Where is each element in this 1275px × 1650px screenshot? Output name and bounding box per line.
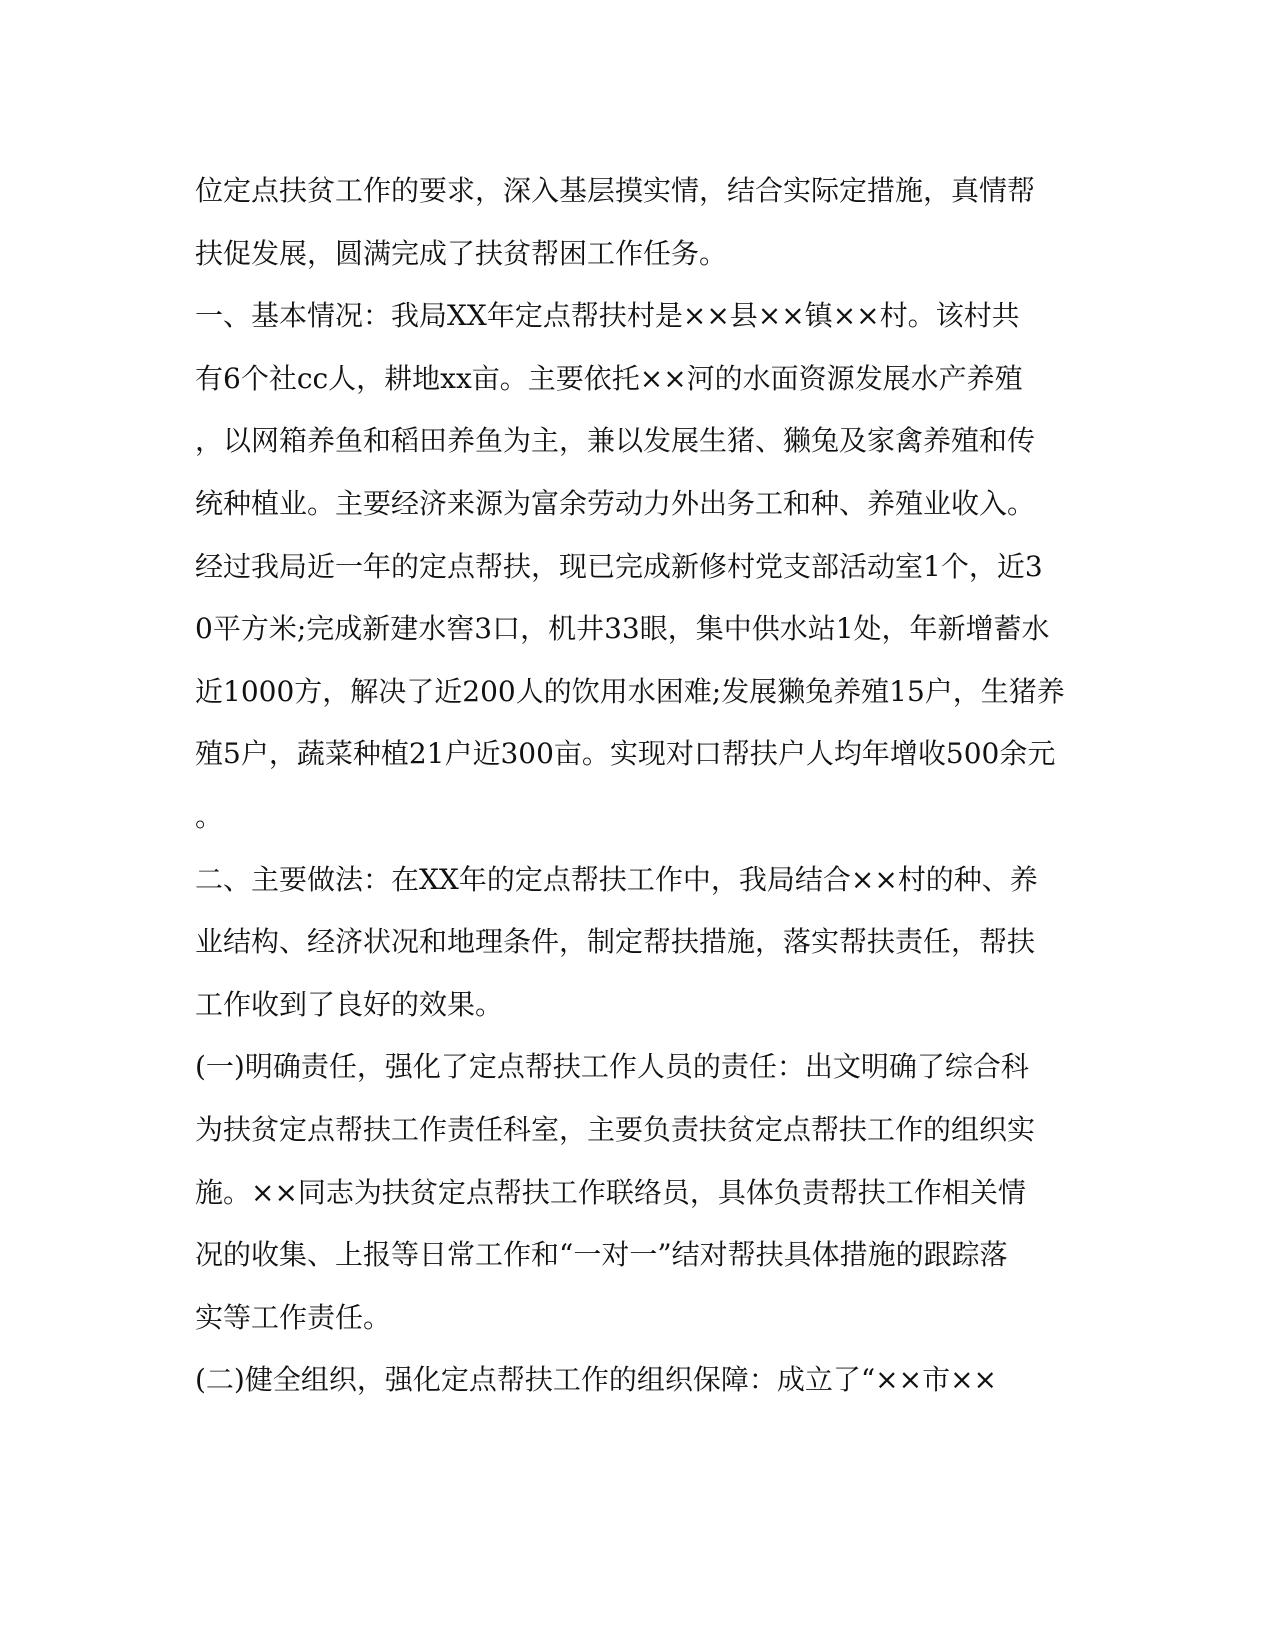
text-line: ，以网箱养鱼和稻田养鱼为主，兼以发展生猪、獭兔及家禽养殖和传 bbox=[195, 424, 1036, 458]
text-line: 经过我局近一年的定点帮扶，现已完成新修村党支部活动室1个，近3 bbox=[195, 549, 1043, 583]
text-line: (一)明确责任，强化了定点帮扶工作人员的责任：出文明确了综合科 bbox=[195, 1050, 1029, 1084]
text-line: 0平方米;完成新建水窖3口，机井33眼，集中供水站1处，年新增蓄水 bbox=[195, 612, 1050, 646]
text-line: 近1000方，解决了近200人的饮用水困难;发展獭兔养殖15户，生猪养 bbox=[195, 674, 1065, 708]
text-line: 有6个社cc人，耕地xx亩。主要依托××河的水面资源发展水产养殖 bbox=[195, 361, 1023, 395]
text-line: 。 bbox=[195, 799, 224, 833]
body-text bbox=[195, 160, 1075, 1412]
text-line: 施。××同志为扶贫定点帮扶工作联络员，具体负责帮扶工作相关情 bbox=[195, 1175, 1026, 1209]
text-line: 扶促发展，圆满完成了扶贫帮困工作任务。 bbox=[195, 236, 728, 270]
text-line: 殖5户，蔬菜种植21户近300亩。实现对口帮扶户人均年增收500余元 bbox=[195, 737, 1056, 771]
text-line: 业结构、经济状况和地理条件，制定帮扶措施，落实帮扶责任，帮扶 bbox=[195, 925, 1036, 959]
text-line: 工作收到了良好的效果。 bbox=[195, 987, 504, 1021]
text-line: 二、主要做法：在XX年的定点帮扶工作中，我局结合××村的种、养 bbox=[195, 862, 1038, 896]
text-line: 实等工作责任。 bbox=[195, 1300, 392, 1334]
text-line: (二)健全组织，强化定点帮扶工作的组织保障：成立了“××市×× bbox=[195, 1363, 998, 1397]
text-line: 统种植业。主要经济来源为富余劳动力外出务工和种、养殖业收入。 bbox=[195, 486, 1036, 520]
text-line: 为扶贫定点帮扶工作责任科室，主要负责扶贫定点帮扶工作的组织实 bbox=[195, 1112, 1036, 1146]
text-line: 况的收集、上报等日常工作和“一对一”结对帮扶具体措施的跟踪落 bbox=[195, 1238, 1008, 1272]
text-line: 位定点扶贫工作的要求，深入基层摸实情，结合实际定措施，真情帮 bbox=[195, 174, 1036, 207]
text-line: 一、基本情况：我局XX年定点帮扶村是××县××镇××村。该村共 bbox=[195, 299, 1020, 333]
